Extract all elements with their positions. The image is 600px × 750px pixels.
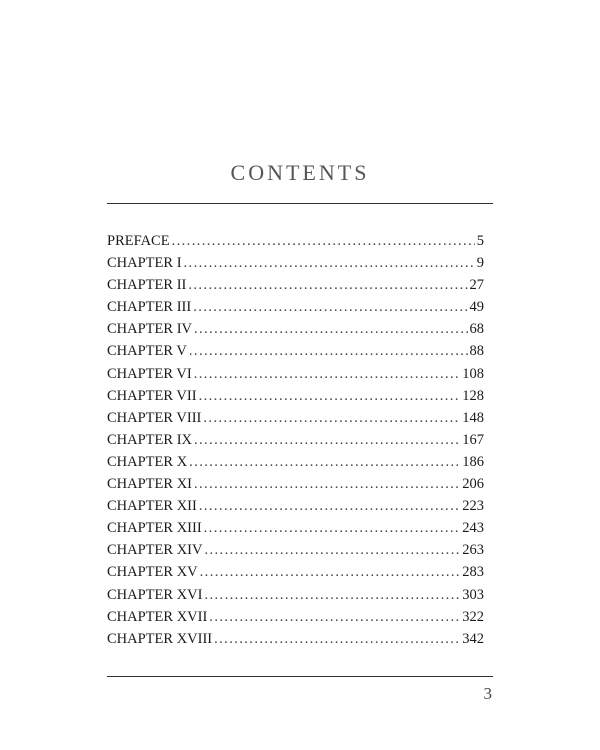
toc-entry-page: 223	[462, 498, 484, 515]
top-divider	[107, 203, 493, 204]
toc-entry	[107, 451, 484, 473]
toc-entry-label: CHAPTER X	[107, 453, 188, 470]
toc-entry	[107, 561, 484, 583]
dot-leader	[193, 296, 467, 318]
toc-entry-label: CHAPTER V	[107, 343, 187, 360]
toc-entry-label: CHAPTER I	[107, 255, 182, 272]
table-of-contents	[107, 230, 484, 650]
toc-entry-label: CHAPTER XII	[107, 498, 197, 515]
toc-entry	[107, 606, 484, 628]
dot-leader	[184, 252, 475, 274]
toc-entry-label: CHAPTER XVI	[107, 586, 203, 603]
toc-entry	[107, 584, 484, 606]
toc-entry	[107, 340, 484, 362]
dot-leader	[204, 584, 460, 606]
toc-entry-label: CHAPTER XIV	[107, 542, 203, 559]
toc-entry-page: 263	[462, 542, 484, 559]
toc-entry-label: CHAPTER VIII	[107, 409, 202, 426]
toc-entry-label: CHAPTER VII	[107, 387, 197, 404]
toc-entry	[107, 318, 484, 340]
dot-leader	[194, 363, 461, 385]
toc-entry-page: 303	[462, 586, 484, 603]
toc-entry-page: 148	[462, 409, 484, 426]
toc-entry	[107, 517, 484, 539]
bottom-divider	[107, 676, 493, 677]
toc-entry-label: PREFACE	[107, 233, 170, 249]
toc-entry-label: CHAPTER III	[107, 299, 192, 316]
toc-entry-page: 167	[462, 431, 484, 448]
toc-entry-page: 27	[469, 277, 484, 294]
toc-entry-label: CHAPTER II	[107, 277, 187, 294]
dot-leader	[199, 385, 461, 407]
toc-entry-label: CHAPTER IX	[107, 431, 192, 448]
page-title: CONTENTS	[230, 160, 370, 185]
dot-leader	[172, 230, 475, 252]
dot-leader	[188, 274, 467, 296]
toc-entry-page: 342	[462, 630, 484, 647]
toc-entry	[107, 230, 484, 252]
toc-entry-label: CHAPTER XVIII	[107, 630, 213, 647]
toc-entry-page: 88	[469, 343, 484, 360]
toc-entry-page: 5	[476, 233, 484, 249]
toc-entry-label: CHAPTER XI	[107, 476, 192, 493]
toc-entry-page: 243	[462, 520, 484, 537]
toc-entry-page: 108	[462, 365, 484, 382]
toc-entry	[107, 539, 484, 561]
dot-leader	[204, 517, 461, 539]
dot-leader	[209, 606, 460, 628]
toc-entry	[107, 385, 484, 407]
toc-entry-label: CHAPTER XIII	[107, 520, 202, 537]
dot-leader	[203, 407, 460, 429]
toc-entry-label: CHAPTER IV	[107, 321, 192, 338]
toc-entry-label: CHAPTER VI	[107, 365, 192, 382]
toc-entry	[107, 628, 484, 650]
toc-entry-page: 68	[469, 321, 484, 338]
dot-leader	[214, 628, 460, 650]
dot-leader	[204, 539, 460, 561]
toc-entry-page: 206	[462, 476, 484, 493]
dot-leader	[199, 495, 460, 517]
toc-entry	[107, 252, 484, 274]
toc-entry	[107, 296, 484, 318]
toc-entry-page: 128	[462, 387, 484, 404]
toc-entry	[107, 274, 484, 296]
toc-entry-page: 9	[476, 255, 484, 272]
toc-entry-page: 283	[462, 564, 484, 581]
toc-entry	[107, 407, 484, 429]
toc-entry	[107, 473, 484, 495]
dot-leader	[194, 473, 460, 495]
dot-leader	[189, 451, 460, 473]
dot-leader	[200, 561, 461, 583]
toc-entry-page: 186	[462, 453, 484, 470]
toc-entry-label: CHAPTER XVII	[107, 608, 208, 625]
toc-entry	[107, 429, 484, 451]
toc-entry-label: CHAPTER XV	[107, 564, 198, 581]
dot-leader	[189, 340, 468, 362]
dot-leader	[194, 429, 460, 451]
page-number: 3	[483, 684, 492, 703]
toc-entry-page: 322	[462, 608, 484, 625]
toc-entry	[107, 363, 484, 385]
toc-entry-page: 49	[469, 299, 484, 316]
dot-leader	[194, 318, 468, 340]
toc-entry	[107, 495, 484, 517]
